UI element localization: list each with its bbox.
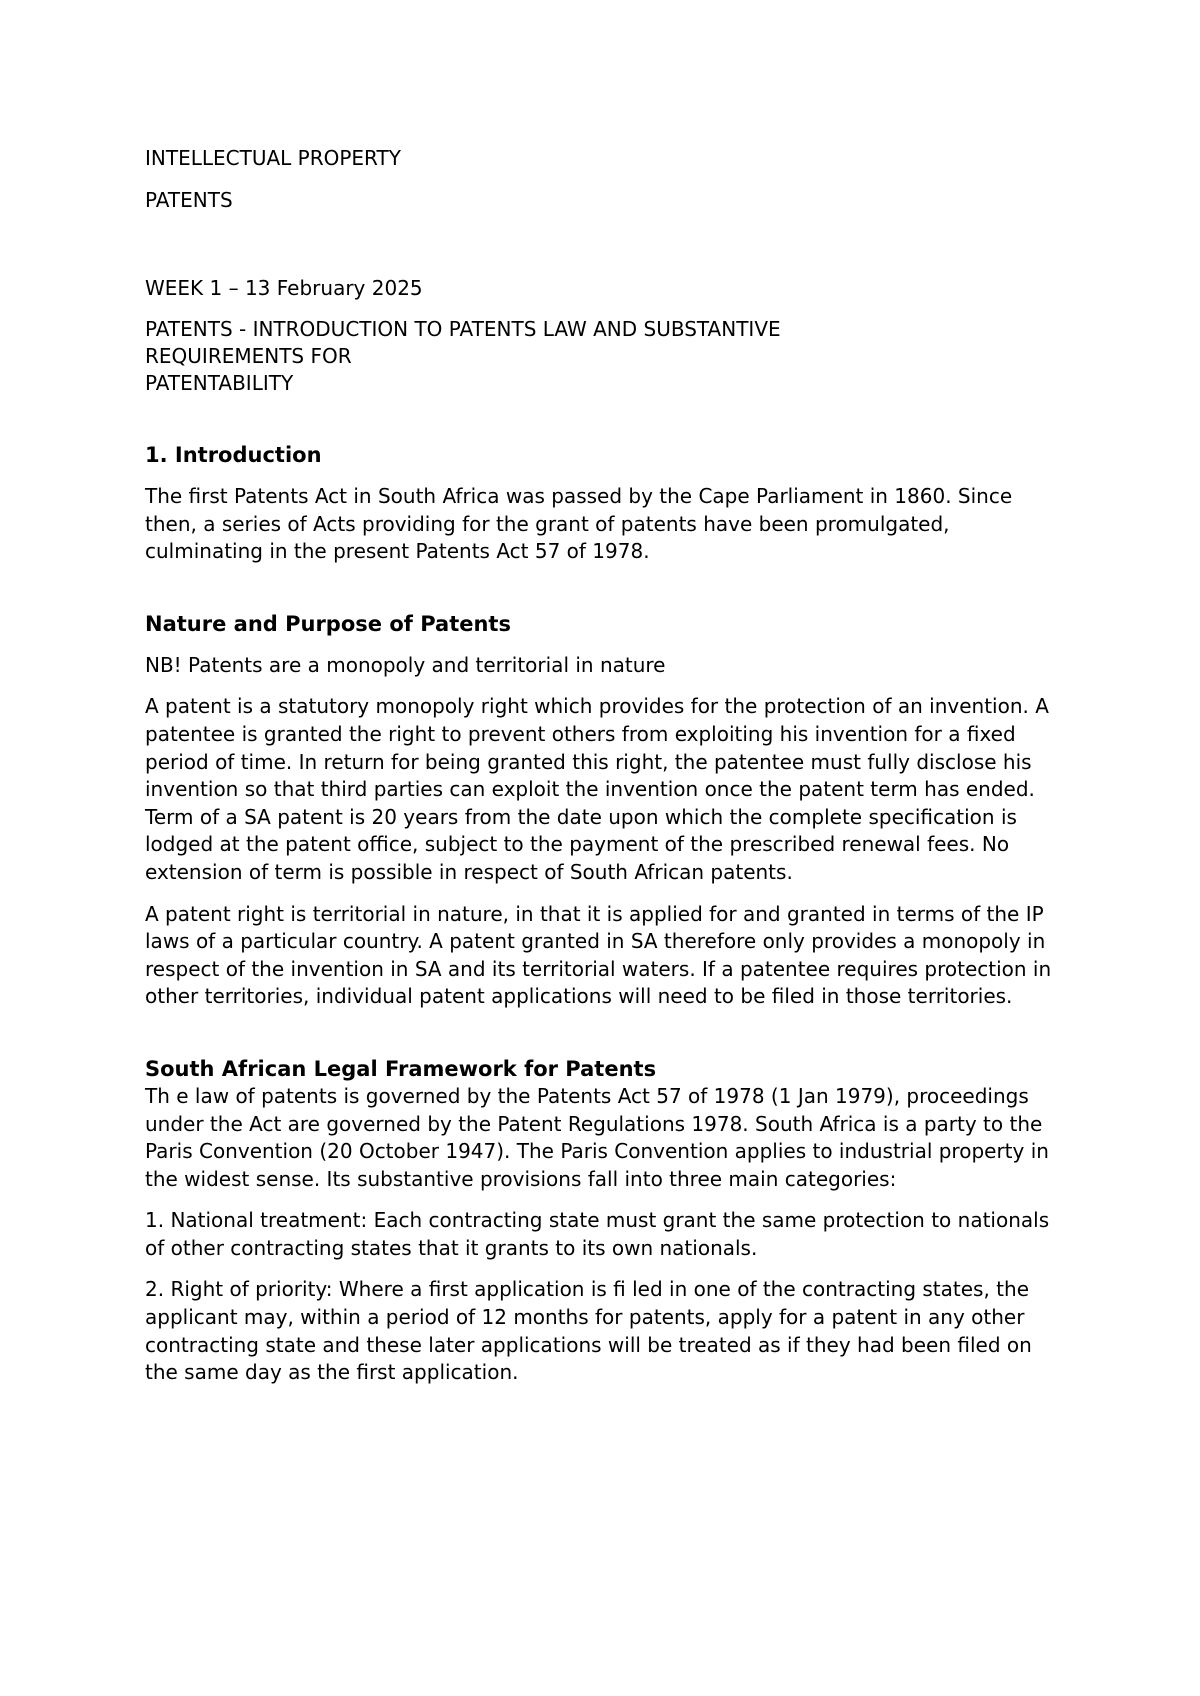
topic-heading-line: PATENTABILITY — [145, 371, 294, 395]
territorial-paragraph: A patent right is territorial in nature, in that it is applied for and granted in terms of the IP laws of a particular country. A patent granted in SA therefore only provides a monopoly in respect of the invention in SA and its territorial waters. If a patentee requires protection in other territories, individual patent applications will need to be filed in those territories. — [145, 901, 1052, 1009]
week-heading: WEEK 1 – 13 February 2025 — [145, 276, 423, 300]
national-treatment-item: 1. National treatment: Each contracting state must grant the same protection to nationals of other contracting states that it grants to its own nationals. — [145, 1208, 1050, 1260]
document-title: INTELLECTUAL PROPERTY — [145, 146, 401, 170]
topic-heading-line: REQUIREMENTS FOR — [145, 344, 352, 368]
framework-paragraph: Th e law of patents is governed by the Patents Act 57 of 1978 (1 Jan 1979), proceedings under the Act are governed by the Patent Regulations 1978. South Africa is a party to the Paris Convention (20 October 1947). The Paris Convention applies to industrial property in the widest sense. Its substantive provisions fall into three main categories: — [145, 1083, 1049, 1191]
nature-heading: Nature and Purpose of Patents — [145, 611, 511, 636]
framework-heading: South African Legal Framework for Patents — [145, 1056, 657, 1081]
introduction-heading: 1. Introduction — [145, 443, 322, 467]
introduction-paragraph: The first Patents Act in South Africa was passed by the Cape Parliament in 1860. Since then, a series of Acts providing for the grant of patents have been promulgated, culminating in the present Patents Act 57 of 1978. — [145, 484, 1013, 564]
right-of-priority-item: 2. Right of priority: Where a first application is fi led in one of the contracting states, the applicant may, within a period of 12 months for patents, apply for a patent in any other contracting state and these later applications will be treated as if they had been filed on the same day as the first application. — [145, 1277, 1032, 1385]
nb-note: NB! Patents are a monopoly and territorial in nature — [145, 652, 666, 677]
topic-heading-line: PATENTS - INTRODUCTION TO PATENTS LAW AND SUBSTANTIVE — [145, 317, 781, 341]
document-subtitle: PATENTS — [145, 188, 233, 212]
topic-heading — [145, 316, 1070, 397]
document-content — [145, 144, 1070, 1387]
nature-paragraph: A patent is a statutory monopoly right which provides for the protection of an invention. A patentee is granted the right to prevent others from exploiting his invention for a fixed period of time. In return for being granted this right, the patentee must fully disclose his invention so that third parties can exploit the invention once the patent term has ended. Term of a SA patent is 20 years from the date upon which the complete specification is lodged at the patent office, subject to the payment of the prescribed renewal fees. No extension of term is possible in respect of South African patents. — [145, 694, 1049, 884]
